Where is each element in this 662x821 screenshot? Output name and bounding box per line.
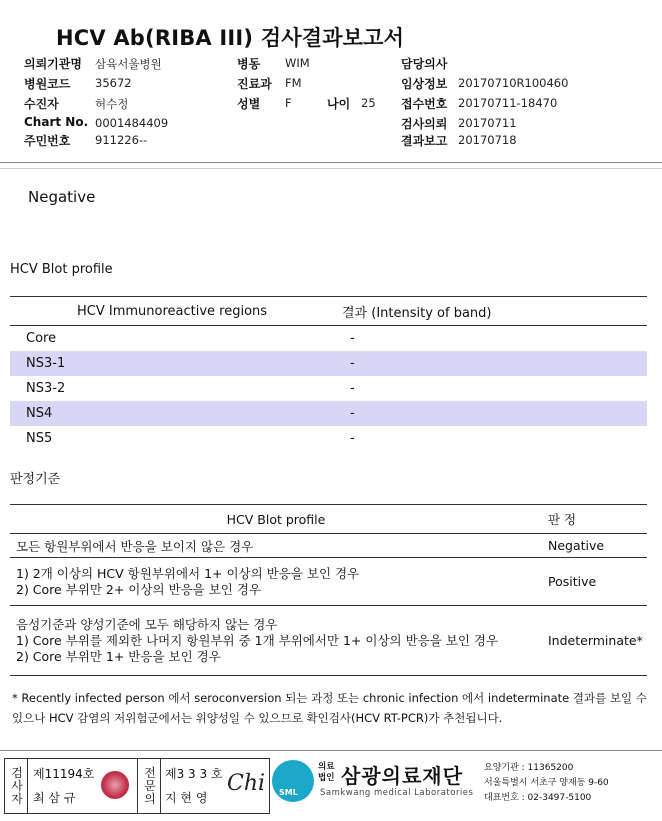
criteria-judgement: Indeterminate* bbox=[542, 606, 647, 676]
stamp-icon bbox=[101, 771, 129, 799]
sml-logo-icon bbox=[272, 760, 314, 802]
ward-value: WIM bbox=[285, 56, 310, 70]
profile-result: - bbox=[342, 351, 647, 376]
profile-result: - bbox=[350, 430, 355, 446]
profile-row bbox=[10, 376, 647, 401]
profile-row bbox=[10, 401, 647, 426]
profile-row bbox=[10, 426, 647, 451]
criteria-row bbox=[10, 534, 647, 558]
reviewer-label bbox=[140, 767, 160, 806]
sex-value: F bbox=[285, 96, 292, 110]
org-prefix-top: 의료 bbox=[318, 762, 335, 772]
profile-result: - bbox=[350, 380, 355, 396]
doctor-label: 담당의사 bbox=[401, 57, 448, 71]
logo-text: SML bbox=[279, 788, 298, 797]
reviewer-label-text: 전문의 bbox=[144, 766, 156, 806]
inspector-label bbox=[7, 767, 27, 806]
org-name: 삼광의료재단 bbox=[341, 764, 463, 788]
age-value: 25 bbox=[361, 96, 376, 110]
request-date-value: 20170711 bbox=[458, 116, 517, 130]
profile-region: NS3-2 bbox=[26, 380, 66, 396]
chart-no-value: 0001484409 bbox=[95, 116, 169, 130]
criteria-line: 1) Core 부위를 제외한 나머지 항원부위 중 1개 부위에서만 1+ 이상의 반응을 보인 경우 bbox=[16, 632, 499, 648]
criteria-line: 1) 2개 이상의 HCV 항원부위에서 1+ 이상의 반응을 보인 경우 bbox=[16, 565, 360, 581]
receipt-no-label: 접수번호 bbox=[401, 97, 448, 111]
hospital-code-label: 병원코드 bbox=[24, 77, 71, 91]
footer-divider bbox=[0, 750, 662, 751]
age-label: 나이 bbox=[327, 97, 351, 111]
inspector-label-text: 검사자 bbox=[11, 766, 23, 806]
org-address: 서울특별시 서초구 양재동 9-60 bbox=[484, 778, 609, 788]
profile-header-row bbox=[10, 297, 647, 326]
report-date-value: 20170718 bbox=[458, 133, 517, 147]
profile-table bbox=[10, 296, 647, 451]
profile-result: - bbox=[342, 401, 647, 426]
profile-row bbox=[10, 351, 647, 376]
criteria-judgement: Positive bbox=[542, 558, 647, 606]
receipt-no-value: 20170711-18470 bbox=[458, 96, 558, 110]
clinical-info-value: 20170710R100460 bbox=[458, 76, 569, 90]
criteria-line: 음성기준과 양성기준에 모두 해당하지 않는 경우 bbox=[16, 616, 278, 632]
divider bbox=[160, 759, 161, 813]
reviewer-no: 제3 3 3 호 bbox=[165, 767, 223, 781]
criteria-table bbox=[10, 504, 647, 676]
divider bbox=[137, 759, 138, 813]
org-code: 요양기관 : 11365200 bbox=[484, 763, 574, 773]
sex-label: 성별 bbox=[237, 97, 261, 111]
profile-row bbox=[10, 326, 647, 351]
department-value: FM bbox=[285, 76, 302, 90]
department-label: 진료과 bbox=[237, 77, 272, 91]
criteria-col-judgement: 판 정 bbox=[542, 505, 647, 534]
org-prefix-bottom: 법인 bbox=[318, 773, 335, 783]
criteria-condition: 모든 항원부위에서 반응을 보이지 않은 경우 bbox=[10, 534, 542, 558]
org-english: Samkwang medical Laboratories bbox=[320, 788, 474, 798]
criteria-judgement: Negative bbox=[542, 534, 647, 558]
criteria-section-title: 판정기준 bbox=[10, 472, 61, 487]
profile-col-region: HCV Immunoreactive regions bbox=[10, 297, 342, 326]
divider bbox=[27, 759, 28, 813]
footnote: * Recently infected person 에서 seroconversion 되는 과정 또는 chronic infection 에서 indeterminate 결과를 보일 수 있으나 HCV 감염의 저위험군에서는 위양성일 수 있으므로 확인검사(HCV RT-PCR)가 추천됩니다. bbox=[12, 691, 647, 725]
clinical-info-label: 임상정보 bbox=[401, 77, 448, 91]
profile-section-title: HCV Blot profile bbox=[10, 262, 113, 277]
chart-no-label: Chart No. bbox=[24, 115, 89, 129]
report-title: HCV Ab(RIBA III) 검사결과보고서 bbox=[56, 26, 405, 50]
profile-region: NS3-1 bbox=[10, 351, 342, 376]
criteria-line: 2) Core 부위만 2+ 이상의 반응을 보인 경우 bbox=[16, 581, 261, 597]
profile-col-result: 결과 (Intensity of band) bbox=[342, 297, 647, 326]
criteria-condition bbox=[10, 558, 542, 606]
header-divider-light bbox=[0, 168, 662, 169]
signature-box bbox=[4, 758, 270, 814]
criteria-header-row bbox=[10, 505, 647, 534]
profile-region: Core bbox=[26, 330, 57, 346]
criteria-row bbox=[10, 558, 647, 606]
inspector-no: 제11194호 bbox=[33, 767, 95, 781]
criteria-row bbox=[10, 606, 647, 676]
profile-region: NS5 bbox=[26, 430, 53, 446]
overall-result: Negative bbox=[28, 188, 96, 206]
org-name-value: 삼육서울병원 bbox=[95, 57, 162, 71]
criteria-condition bbox=[10, 606, 542, 676]
resident-no-value: 911226-- bbox=[95, 133, 148, 147]
ward-label: 병동 bbox=[237, 57, 261, 71]
report-date-label: 결과보고 bbox=[401, 134, 448, 148]
patient-value: 허수정 bbox=[95, 97, 129, 111]
request-date-label: 검사의뢰 bbox=[401, 117, 448, 131]
criteria-line: 2) Core 부위만 1+ 반응을 보인 경우 bbox=[16, 648, 221, 664]
criteria-col-profile: HCV Blot profile bbox=[10, 505, 542, 534]
hospital-code-value: 35672 bbox=[95, 76, 132, 90]
org-name-label: 의뢰기관명 bbox=[24, 57, 82, 71]
reviewer-name: 지 현 영 bbox=[165, 791, 208, 805]
profile-region: NS4 bbox=[10, 401, 342, 426]
profile-result: - bbox=[350, 330, 355, 346]
resident-no-label: 주민번호 bbox=[24, 134, 71, 148]
inspector-name: 최 삼 규 bbox=[33, 791, 76, 805]
header-divider bbox=[0, 162, 662, 163]
org-phone: 대표번호 : 02-3497-5100 bbox=[484, 793, 592, 803]
signature-icon: Chi bbox=[227, 771, 266, 796]
patient-label: 수진자 bbox=[24, 97, 59, 111]
